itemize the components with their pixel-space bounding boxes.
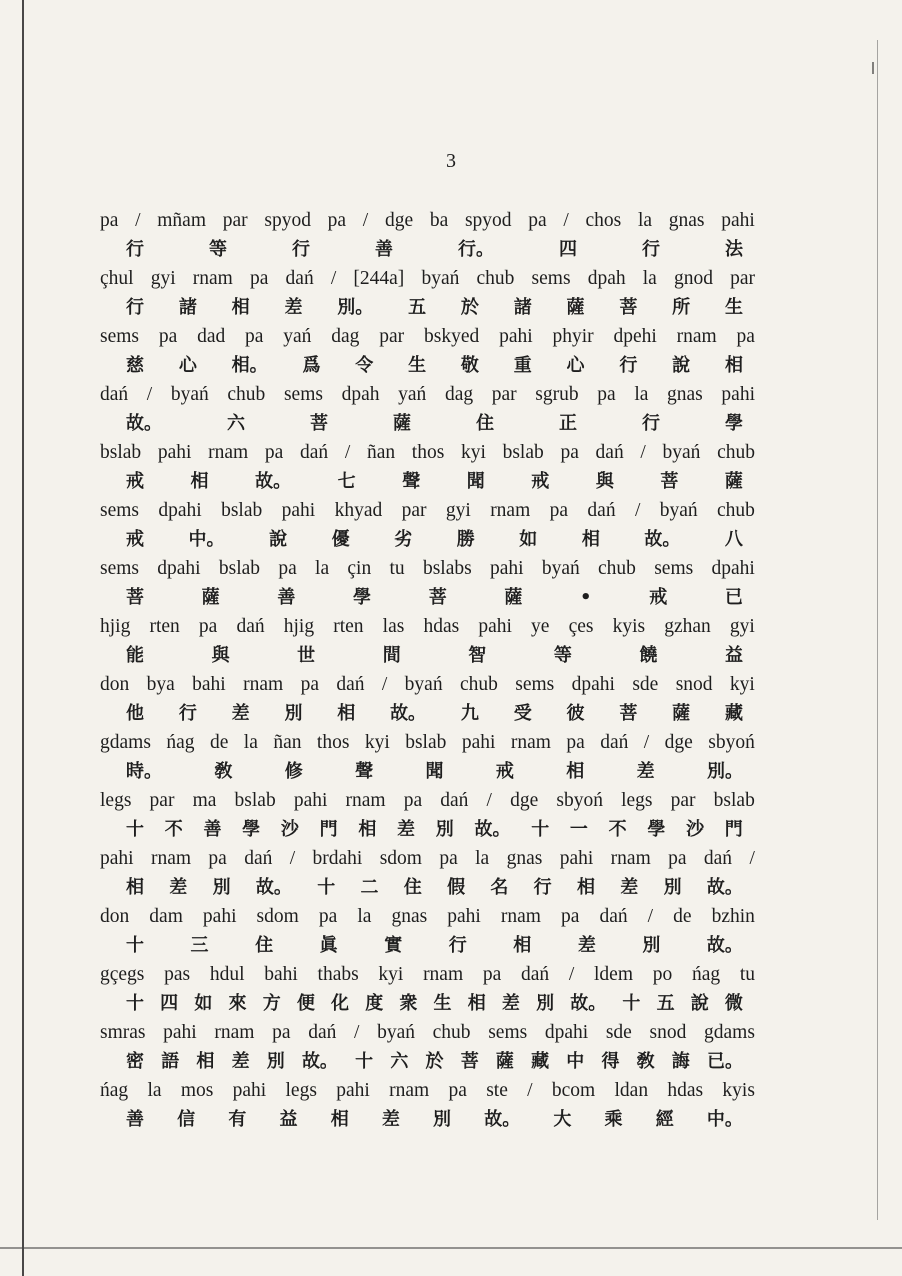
tibetan-line: dań / byań chub sems dpah yań dag par sgrub pa la gnas pahi <box>100 384 755 405</box>
scan-right-edge <box>877 40 878 1220</box>
chinese-line: 密 語 相 差 別 故。 十 六 於 菩 薩 藏 中 得 敎 誨 已。 <box>126 1051 743 1072</box>
chinese-line: 菩 薩 善 學 菩 薩 • 戒 已 <box>126 587 743 608</box>
tibetan-line: don bya bahi rnam pa dań / byań chub sems dpahi sde snod kyi <box>100 674 755 695</box>
chinese-line: 時。 敎 修 聲 聞 戒 相 差 別。 <box>126 761 743 782</box>
scan-bottom-edge <box>0 1247 902 1249</box>
chinese-line: 十 三 住 眞 實 行 相 差 別 故。 <box>126 935 743 956</box>
text-block <box>100 206 755 1134</box>
chinese-line: 相 差 別 故。 十 二 住 假 名 行 相 差 別 故。 <box>126 877 743 898</box>
page-number: 3 <box>446 150 456 172</box>
tibetan-line: ńag la mos pahi legs pahi rnam pa ste / bcom ldan hdas kyis <box>100 1080 755 1101</box>
chinese-line: 故。 六 菩 薩 住 正 行 學 <box>126 413 743 434</box>
tibetan-line: gçegs pas hdul bahi thabs kyi rnam pa dań / ldem po ńag tu <box>100 964 755 985</box>
tibetan-line: sems dpahi bslab pahi khyad par gyi rnam pa dań / byań chub <box>100 500 755 521</box>
chinese-line: 慈 心 相。 爲 令 生 敬 重 心 行 說 相 <box>126 355 743 376</box>
chinese-line: 善 信 有 益 相 差 別 故。 大 乘 經 中。 <box>126 1109 743 1130</box>
chinese-line: 十 不 善 學 沙 門 相 差 別 故。 十 一 不 學 沙 門 <box>126 819 743 840</box>
tibetan-line: sems pa dad pa yań dag par bskyed pahi phyir dpehi rnam pa <box>100 326 755 347</box>
tibetan-line: hjig rten pa dań hjig rten las hdas pahi ye çes kyis gzhan gyi <box>100 616 755 637</box>
tibetan-line: gdams ńag de la ñan thos kyi bslab pahi rnam pa dań / dge sbyoń <box>100 732 755 753</box>
scan-corner-mark <box>872 62 880 74</box>
chinese-line: 行 諸 相 差 別。 五 於 諸 薩 菩 所 生 <box>126 297 743 318</box>
tibetan-line: don dam pahi sdom pa la gnas pahi rnam pa dań / de bzhin <box>100 906 755 927</box>
chinese-line: 行 等 行 善 行。 四 行 法 <box>126 239 743 260</box>
tibetan-line: pa / mñam par spyod pa / dge ba spyod pa / chos la gnas pahi <box>100 210 755 231</box>
tibetan-line: legs par ma bslab pahi rnam pa dań / dge sbyoń legs par bslab <box>100 790 755 811</box>
tibetan-line: çhul gyi rnam pa dań / [244a] byań chub sems dpah la gnod par <box>100 268 755 289</box>
tibetan-line: pahi rnam pa dań / brdahi sdom pa la gnas pahi rnam pa dań / <box>100 848 755 869</box>
chinese-line: 能 與 世 間 智 等 饒 益 <box>126 645 743 666</box>
scan-left-edge <box>22 0 24 1276</box>
chinese-line: 戒 相 故。 七 聲 聞 戒 與 菩 薩 <box>126 471 743 492</box>
tibetan-line: bslab pahi rnam pa dań / ñan thos kyi bslab pa dań / byań chub <box>100 442 755 463</box>
tibetan-line: smras pahi rnam pa dań / byań chub sems dpahi sde snod gdams <box>100 1022 755 1043</box>
chinese-line: 十 四 如 來 方 便 化 度 衆 生 相 差 別 故。 十 五 說 微 <box>126 993 743 1014</box>
chinese-line: 他 行 差 別 相 故。 九 受 彼 菩 薩 藏 <box>126 703 743 724</box>
chinese-line: 戒 中。 說 優 劣 勝 如 相 故。 八 <box>126 529 743 550</box>
tibetan-line: sems dpahi bslab pa la çin tu bslabs pahi byań chub sems dpahi <box>100 558 755 579</box>
